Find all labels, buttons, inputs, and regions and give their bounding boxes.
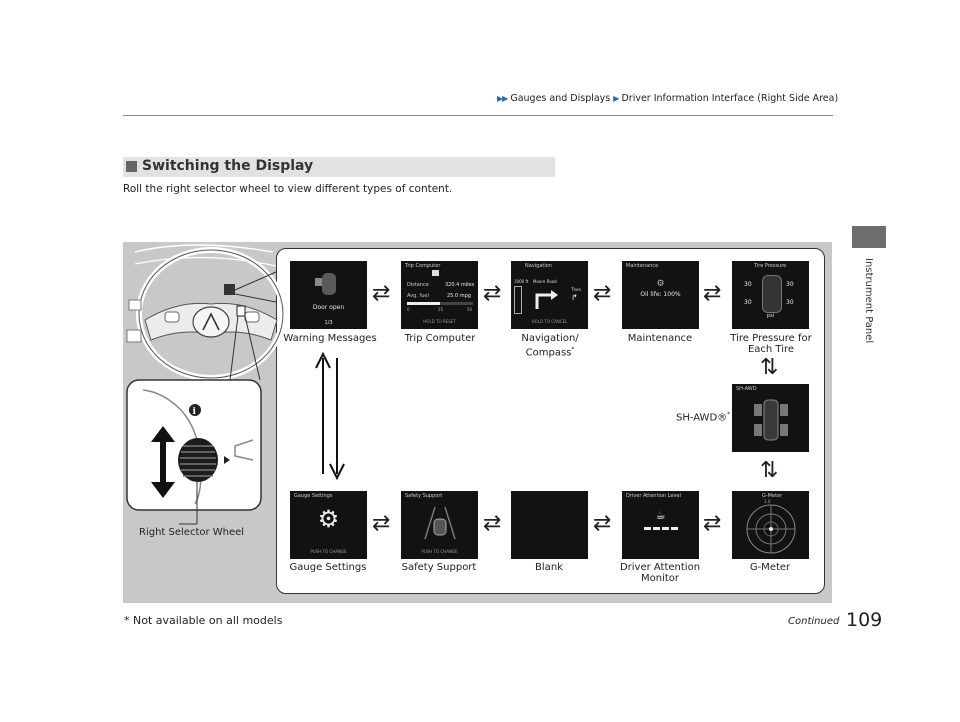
caption-navigation-line2: Compass [525,347,572,359]
safety-hint: PUSH TO CHANGE [421,549,458,554]
caption-navigation-mark: * [571,346,575,353]
oil-can-icon: ⚙ [656,279,665,289]
chapter-label-text: Instrument Panel [863,258,874,344]
footnote: * Not available on all models [124,614,283,627]
trip-tick-0: 0 [407,307,410,312]
safety-car-icon [423,501,457,541]
caption-g-meter: G-Meter [749,562,791,573]
swap-arrow-icon: ⇄ [372,511,391,536]
awd-chassis-icon [752,396,790,446]
gauge-hint: PUSH TO CHANGE [310,549,347,554]
swap-arrow-icon: ⇄ [372,281,391,306]
caption-sh-awd-mark: * [727,411,731,418]
caption-tire-line1: Tire Pressure for [730,333,812,344]
screen-safety-support [401,491,478,559]
trip-avg-label: Avg. fuel [407,293,429,299]
screen-trip-computer [401,261,478,329]
chapter-tab [852,226,886,248]
caption-navigation-line1: Navigation/ [521,333,579,344]
page-number: 109 [846,609,883,631]
section-title: Switching the Display [142,158,314,174]
navi-hint: HOLD TO CANCEL [531,319,568,324]
attention-level-bar [644,527,678,530]
navi-title: Navigation [525,263,552,269]
intro-text: Roll the right selector wheel to view different types of content. [123,183,453,195]
navi-dist: 1000 ft [514,279,529,284]
section-square-icon [126,161,137,172]
screen-navigation: Navigation 1000 ft Moore Road Then ↱ HOLD TO CANCEL [511,261,588,329]
caption-attention-line1: Driver Attention [619,562,701,573]
breadcrumb-driver-info[interactable]: Driver Information Interface (Right Side Area) [621,93,839,104]
g-meter-dial-icon [745,503,797,555]
swap-arrow-icon: ⇄ [483,511,502,536]
caption-safety-support: Safety Support [401,562,477,573]
trip-tick-25: 25 [438,307,444,312]
gmeter-scale: 1.0 [764,499,771,504]
screen-maintenance [622,261,699,329]
screen-driver-attention [622,491,699,559]
trip-avg-value: 25.0 mpg [447,293,471,299]
caption-sh-awd-text: SH-AWD® [676,412,728,424]
right-selector-wheel-label: Right Selector Wheel [139,527,245,538]
caption-maintenance: Maintenance [627,333,693,344]
breadcrumb-gauges[interactable]: Gauges and Displays [510,93,611,104]
swap-arrow-icon: ⇄ [593,511,612,536]
trip-tick-50: 50 [467,307,473,312]
tire-unit: psi [766,313,775,319]
screen-sh-awd [732,384,809,452]
navi-then: Then [571,287,581,292]
trip-distance-value: 320.4 miles [445,282,475,288]
caption-tire-pressure [718,333,824,355]
header-rule [123,115,833,116]
shawd-title: SH-AWD [736,386,757,392]
navi-road: Moore Road [533,279,557,284]
caption-gauge-settings: Gauge Settings [289,562,367,573]
coffee-cup-icon: ☕ [655,509,666,522]
breadcrumb [497,93,838,104]
warning-text: Door open [312,304,345,311]
screen-g-meter [732,491,809,559]
warning-page: 1/3 [324,320,333,326]
breadcrumb-arrow-icon: ▶▶ [497,94,508,103]
gauge-title: Gauge Settings [294,493,333,499]
swap-arrow-icon: ⇄ [593,281,612,306]
maint-title: Maintenance [626,263,659,269]
settings-gear-icon: ⚙ [317,505,340,533]
car-top-icon [762,275,782,313]
trip-title: Trip Computer [405,263,441,269]
caption-trip-computer: Trip Computer [404,333,476,344]
screen-warning-messages [290,261,367,329]
tire-rr: 30 [786,299,794,306]
caption-attention-line2: Monitor [640,573,679,584]
caption-warning-messages: Warning Messages [283,333,377,344]
caption-navigation [500,333,600,358]
swap-arrow-icon: ⇄ [703,281,722,306]
attention-title: Driver Attention Level [626,493,681,499]
caption-sh-awd [676,409,730,423]
trip-hint: HOLD TO RESET [423,319,456,324]
trip-distance-label: Distance [407,282,429,288]
vertical-swap-arrow-icon: ⇅ [760,458,779,483]
car-door-icon [314,269,344,299]
continued-label: Continued [788,616,840,627]
vertical-swap-arrow-icon: ⇅ [760,355,779,380]
tire-title: Tire Pressure [754,263,787,269]
tire-rl: 30 [744,299,752,306]
screen-blank [511,491,588,559]
swap-arrow-icon: ⇄ [703,511,722,536]
swap-arrow-icon: ⇄ [483,281,502,306]
safety-title: Safety Support [405,493,443,499]
screen-gauge-settings [290,491,367,559]
caption-tire-line2: Each Tire [747,344,795,355]
section-header [123,157,555,177]
caption-driver-attention [610,562,710,584]
maint-text: Oil life: 100% [640,291,681,298]
screen-tire-pressure [732,261,809,329]
svg-text:i: i [192,407,196,417]
tire-fl: 30 [744,281,752,288]
caption-blank: Blank [535,562,563,573]
gmeter-title: G-Meter [762,493,783,499]
tire-fr: 30 [786,281,794,288]
turn-arrow-icon [533,287,561,309]
breadcrumb-arrow-icon: ▶ [613,94,619,103]
chapter-label [854,258,884,398]
